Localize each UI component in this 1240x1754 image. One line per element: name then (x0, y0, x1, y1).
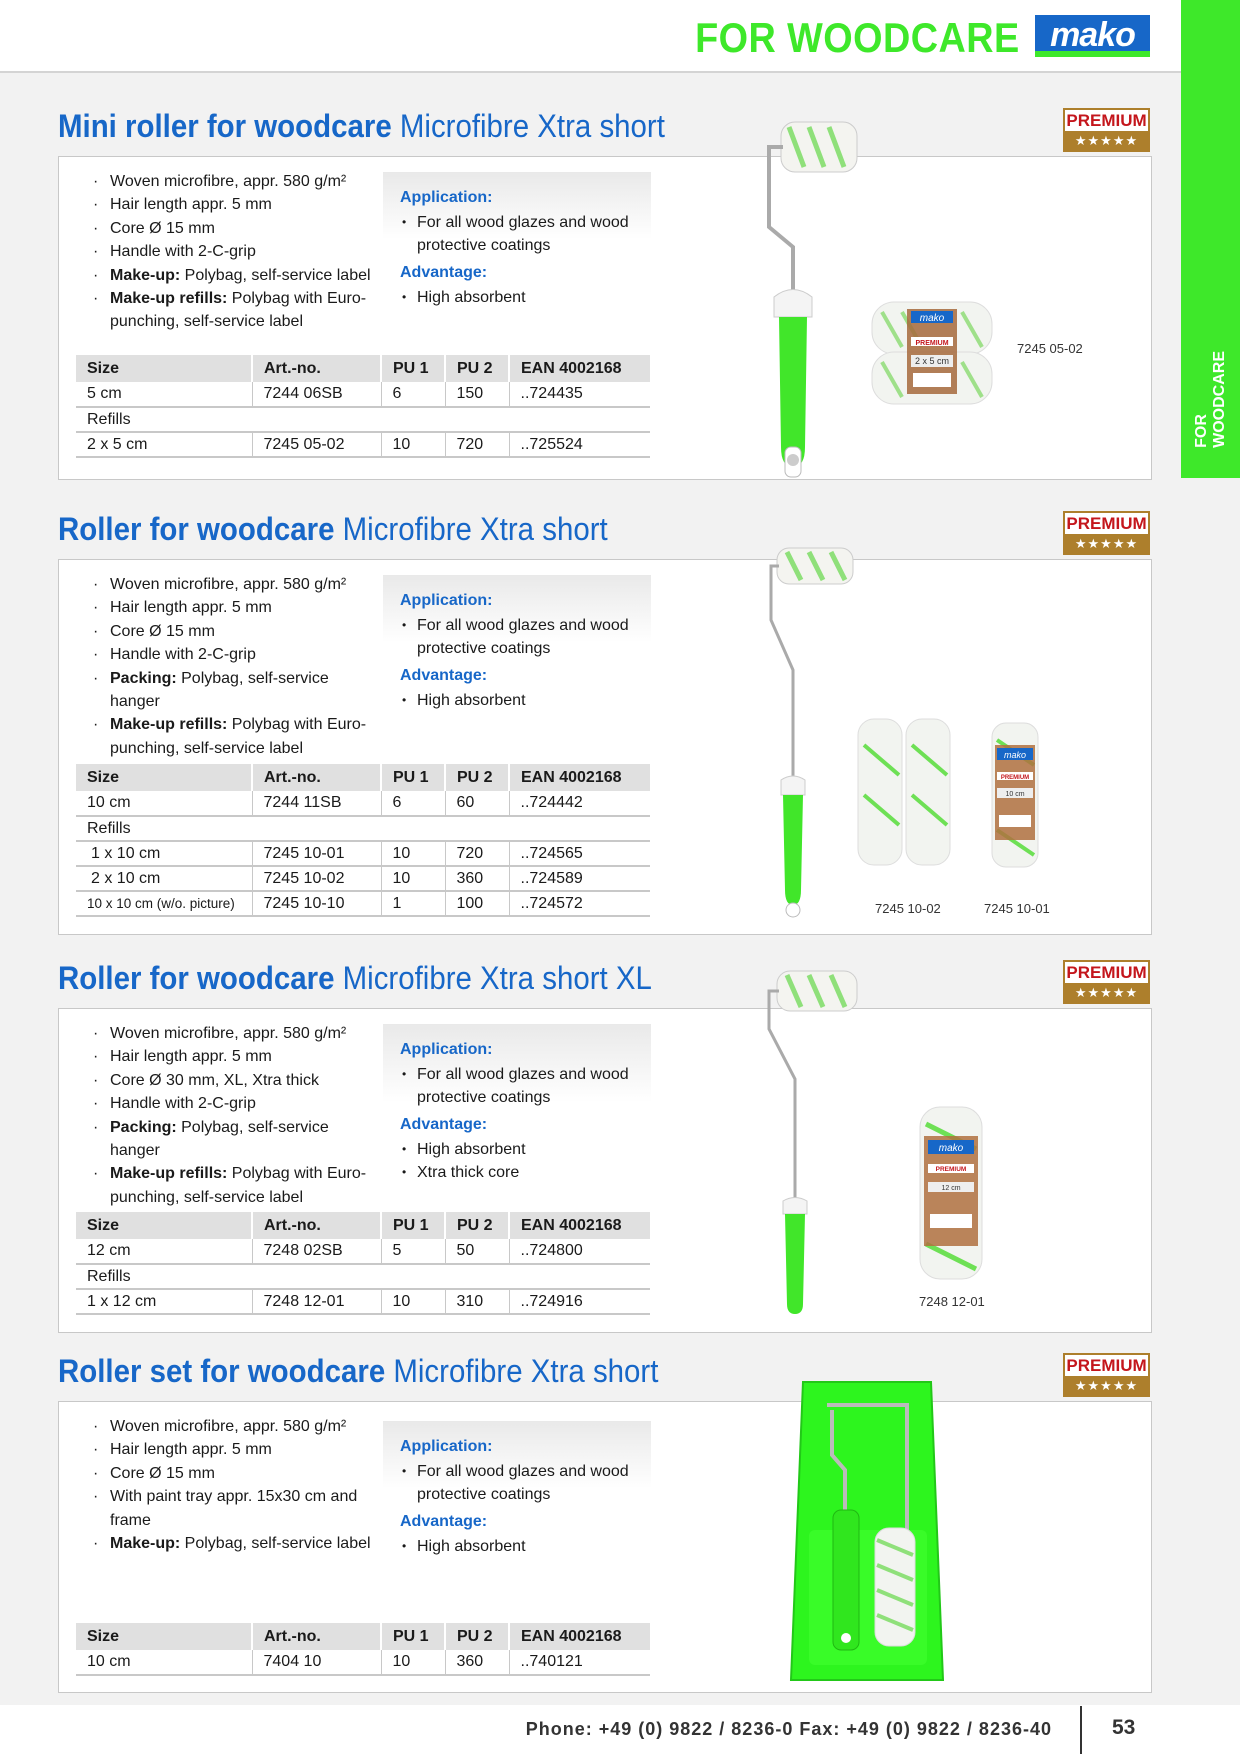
table-cell: ..724800 (509, 1239, 650, 1264)
table-cell: ..724565 (509, 841, 650, 866)
table-header-row (76, 1623, 650, 1650)
table-cell: 5 cm (76, 382, 252, 407)
feature-label: Make-up refills: (110, 1165, 228, 1183)
application-box (383, 172, 651, 322)
application-item: • For all wood glazes and wood protective coatings (400, 211, 651, 257)
table-cell: 10 (381, 432, 445, 457)
advantage-label: Advantage: (400, 1116, 488, 1133)
table-cell: 720 (445, 432, 509, 457)
feature-text: Polybag, self-service label (180, 266, 371, 284)
feature-label: Make-up: (110, 1535, 181, 1553)
feature-item (77, 1532, 377, 1555)
image-code: 7245 10-02 (875, 901, 941, 916)
page-title: FOR WOODCARE (695, 14, 1020, 61)
product-panel (58, 559, 1152, 935)
advantage-item: • High absorbent (400, 1138, 651, 1161)
pack-brand: mako (938, 1143, 964, 1154)
table-cell: ..724916 (509, 1289, 650, 1314)
spec-table (76, 355, 650, 458)
table-cell: 2 x 5 cm (76, 432, 252, 457)
refill-pack-image (867, 297, 997, 412)
feature-item (77, 1116, 377, 1163)
feature-text: Core Ø 15 mm (110, 1464, 215, 1482)
feature-item (77, 1415, 377, 1438)
feature-item (77, 713, 377, 760)
table-cell: 7245 10-02 (252, 866, 381, 891)
pack-size: 10 cm (1005, 791, 1025, 798)
column-header: PU 2 (445, 764, 509, 791)
table-row (76, 891, 650, 916)
table-cell: 7245 10-10 (252, 891, 381, 916)
feature-list (77, 1022, 377, 1209)
feature-item (77, 1092, 377, 1115)
feature-item (77, 643, 377, 666)
refills-label: Refills (76, 1264, 650, 1289)
contact-info: Phone: +49 (0) 9822 / 8236-0 Fax: +49 (0) 9822 / 8236-40 (525, 1719, 1052, 1739)
table-cell: ..740121 (509, 1650, 650, 1675)
pack-premium: PREMIUM (915, 340, 949, 347)
feature-item (77, 193, 377, 216)
table-cell: 310 (445, 1289, 509, 1314)
column-header: Size (76, 764, 252, 791)
feature-text: Hair length appr. 5 mm (110, 599, 272, 617)
feature-text: Polybag, self-service label (180, 1535, 371, 1553)
column-header: PU 2 (445, 1212, 509, 1239)
side-tab-label: FOR WOODCARE (1192, 351, 1228, 448)
feature-list (77, 170, 377, 334)
feature-text: Polybag with Euro-punching, self-service label (110, 290, 367, 331)
product-panel (58, 1401, 1152, 1693)
table-cell: ..724435 (509, 382, 650, 407)
feature-label: Packing: (110, 1118, 177, 1136)
table-cell: 1 x 10 cm (76, 841, 252, 866)
table-row (76, 791, 650, 816)
refills-label: Refills (76, 407, 650, 432)
feature-item (77, 620, 377, 643)
feature-text: Core Ø 15 mm (110, 219, 215, 237)
column-header: EAN 4002168 (509, 1212, 650, 1239)
feature-text: Hair length appr. 5 mm (110, 1048, 272, 1066)
application-box (383, 575, 651, 725)
table-cell: 7248 02SB (252, 1239, 381, 1264)
table-cell: 10 (381, 1650, 445, 1675)
application-box (383, 1421, 651, 1571)
table-cell: 150 (445, 382, 509, 407)
table-cell: 7244 06SB (252, 382, 381, 407)
spec-table (76, 1623, 650, 1676)
feature-text: Handle with 2-C-grip (110, 646, 256, 664)
feature-item (77, 1022, 377, 1045)
feature-text: Handle with 2-C-grip (110, 243, 256, 261)
product-panel (58, 1008, 1152, 1333)
premium-badge: PREMIUM ★★★★★ (1063, 511, 1150, 555)
application-box (383, 1024, 651, 1199)
table-cell: 10 (381, 841, 445, 866)
product-title: Roller for woodcare Microfibre Xtra short (58, 511, 608, 547)
refill-pair-image (854, 715, 954, 870)
table-cell: 1 (381, 891, 445, 916)
table-cell: 7248 12-01 (252, 1289, 381, 1314)
table-cell: 60 (445, 791, 509, 816)
premium-badge: PREMIUM ★★★★★ (1063, 108, 1150, 152)
advantage-label: Advantage: (400, 1513, 488, 1530)
advantage-item: • High absorbent (400, 286, 651, 309)
column-header: Art.-no. (252, 764, 381, 791)
application-item: • For all wood glazes and wood protective coatings (400, 1063, 651, 1109)
feature-text: Woven microfibre, appr. 580 g/m² (110, 1418, 347, 1435)
table-row (76, 1650, 650, 1675)
refills-label: Refills (76, 816, 650, 841)
column-header: EAN 4002168 (509, 764, 650, 791)
table-cell: 10 cm (76, 1650, 252, 1675)
feature-label: Make-up refills: (110, 290, 228, 308)
table-cell: 50 (445, 1239, 509, 1264)
feature-text: Hair length appr. 5 mm (110, 196, 272, 214)
pack-size: 2 x 5 cm (914, 356, 950, 366)
page-number: 53 (1112, 1716, 1136, 1739)
table-header-row (76, 355, 650, 382)
product-title: Roller set for woodcare Microfibre Xtra short (58, 1353, 659, 1389)
feature-item (77, 287, 377, 334)
column-header: Size (76, 1623, 252, 1650)
column-header: Art.-no. (252, 355, 381, 382)
table-header-row (76, 1212, 650, 1239)
table-header-row (76, 764, 650, 791)
roller-set-image (787, 1380, 947, 1685)
feature-text: Core Ø 15 mm (110, 622, 215, 640)
premium-badge: PREMIUM ★★★★★ (1063, 1353, 1150, 1397)
feature-text: Polybag, self-service hanger (110, 1118, 329, 1160)
table-cell: 6 (381, 382, 445, 407)
table-cell: 10 (381, 866, 445, 891)
spec-table (76, 1212, 650, 1315)
table-cell: 1 x 12 cm (76, 1289, 252, 1314)
table-cell: 10 cm (76, 791, 252, 816)
table-cell: ..725524 (509, 432, 650, 457)
column-header: Size (76, 355, 252, 382)
feature-item (77, 1045, 377, 1068)
advantage-item: • Xtra thick core (400, 1161, 651, 1184)
column-header: Art.-no. (252, 1623, 381, 1650)
pack-size: 12 cm (941, 1185, 961, 1192)
refills-row (76, 816, 650, 841)
product-title: Mini roller for woodcare Microfibre Xtra short (58, 108, 665, 144)
column-header: EAN 4002168 (509, 355, 650, 382)
feature-item (77, 1485, 377, 1532)
table-cell: 6 (381, 791, 445, 816)
feature-text: Handle with 2-C-grip (110, 1095, 256, 1113)
table-cell: 7245 10-01 (252, 841, 381, 866)
column-header: Art.-no. (252, 1212, 381, 1239)
roller-image (709, 969, 869, 1319)
column-header: PU 1 (381, 355, 445, 382)
table-row (76, 866, 650, 891)
table-cell: 360 (445, 1650, 509, 1675)
table-cell: 360 (445, 866, 509, 891)
product-panel (58, 156, 1152, 480)
table-cell: 7245 05-02 (252, 432, 381, 457)
table-cell: 720 (445, 841, 509, 866)
pack-brand: mako (919, 313, 945, 324)
image-code: 7245 10-01 (984, 901, 1050, 916)
feature-label: Make-up refills: (110, 716, 228, 734)
application-item: • For all wood glazes and wood protective coatings (400, 614, 651, 660)
feature-item (77, 573, 377, 596)
application-label: Application: (400, 592, 493, 609)
refills-row (76, 407, 650, 432)
feature-text: With paint tray appr. 15x30 cm and frame (110, 1488, 358, 1529)
feature-item (77, 264, 377, 287)
roller-image (709, 117, 869, 537)
table-row (76, 382, 650, 407)
table-cell: 100 (445, 891, 509, 916)
premium-badge: PREMIUM ★★★★★ (1063, 960, 1150, 1004)
feature-item (77, 667, 377, 714)
pack-brand: mako (1003, 750, 1027, 760)
feature-item (77, 240, 377, 263)
feature-item (77, 1462, 377, 1485)
feature-item (77, 1069, 377, 1092)
table-cell: 10 (381, 1289, 445, 1314)
application-label: Application: (400, 189, 493, 206)
table-row (76, 1239, 650, 1264)
feature-text: Woven microfibre, appr. 580 g/m² (110, 1025, 347, 1042)
table-cell: 7244 11SB (252, 791, 381, 816)
application-item: • For all wood glazes and wood protective coatings (400, 1460, 651, 1506)
feature-text: Polybag, self-service hanger (110, 669, 329, 711)
table-row (76, 432, 650, 457)
column-header: Size (76, 1212, 252, 1239)
feature-text: Woven microfibre, appr. 580 g/m² (110, 576, 347, 593)
table-cell: 2 x 10 cm (76, 866, 252, 891)
advantage-label: Advantage: (400, 264, 488, 281)
table-cell: ..724442 (509, 791, 650, 816)
feature-item (77, 1162, 377, 1209)
footer-divider (1080, 1706, 1082, 1754)
advantage-label: Advantage: (400, 667, 488, 684)
column-header: EAN 4002168 (509, 1623, 650, 1650)
feature-text: Core Ø 30 mm, XL, Xtra thick (110, 1071, 319, 1089)
application-label: Application: (400, 1041, 493, 1058)
feature-item (77, 1438, 377, 1461)
application-label: Application: (400, 1438, 493, 1455)
feature-label: Packing: (110, 669, 177, 687)
brand-logo: mako (1035, 15, 1150, 57)
table-cell: ..724589 (509, 866, 650, 891)
feature-item (77, 217, 377, 240)
feature-text: Hair length appr. 5 mm (110, 1441, 272, 1459)
column-header: PU 1 (381, 764, 445, 791)
feature-list (77, 573, 377, 760)
advantage-item: • High absorbent (400, 1535, 651, 1558)
table-cell: ..724572 (509, 891, 650, 916)
feature-text: Polybag with Euro-punching, self-service label (110, 1165, 367, 1206)
table-row (76, 841, 650, 866)
spec-table (76, 764, 650, 917)
roller-image (709, 540, 869, 930)
table-cell: 5 (381, 1239, 445, 1264)
feature-label: Make-up: (110, 266, 181, 284)
table-row (76, 1289, 650, 1314)
column-header: PU 2 (445, 355, 509, 382)
product-title: Roller for woodcare Microfibre Xtra short XL (58, 960, 652, 996)
pack-premium: PREMIUM (935, 1166, 967, 1173)
advantage-item: • High absorbent (400, 689, 651, 712)
column-header: PU 1 (381, 1623, 445, 1650)
table-cell: 7404 10 (252, 1650, 381, 1675)
image-code: 7245 05-02 (1017, 341, 1083, 356)
refill-pack-image (989, 720, 1041, 870)
table-cell: 12 cm (76, 1239, 252, 1264)
pack-premium: PREMIUM (1000, 775, 1030, 781)
refill-pack-image (916, 1104, 986, 1282)
column-header: PU 2 (445, 1623, 509, 1650)
refills-row (76, 1264, 650, 1289)
table-cell: 10 x 10 cm (w/o. picture) (76, 891, 252, 916)
image-code: 7248 12-01 (919, 1294, 985, 1309)
column-header: PU 1 (381, 1212, 445, 1239)
feature-item (77, 596, 377, 619)
feature-text: Woven microfibre, appr. 580 g/m² (110, 173, 347, 190)
feature-item (77, 170, 377, 193)
feature-list (77, 1415, 377, 1555)
feature-text: Polybag with Euro-punching, self-service label (110, 716, 367, 757)
